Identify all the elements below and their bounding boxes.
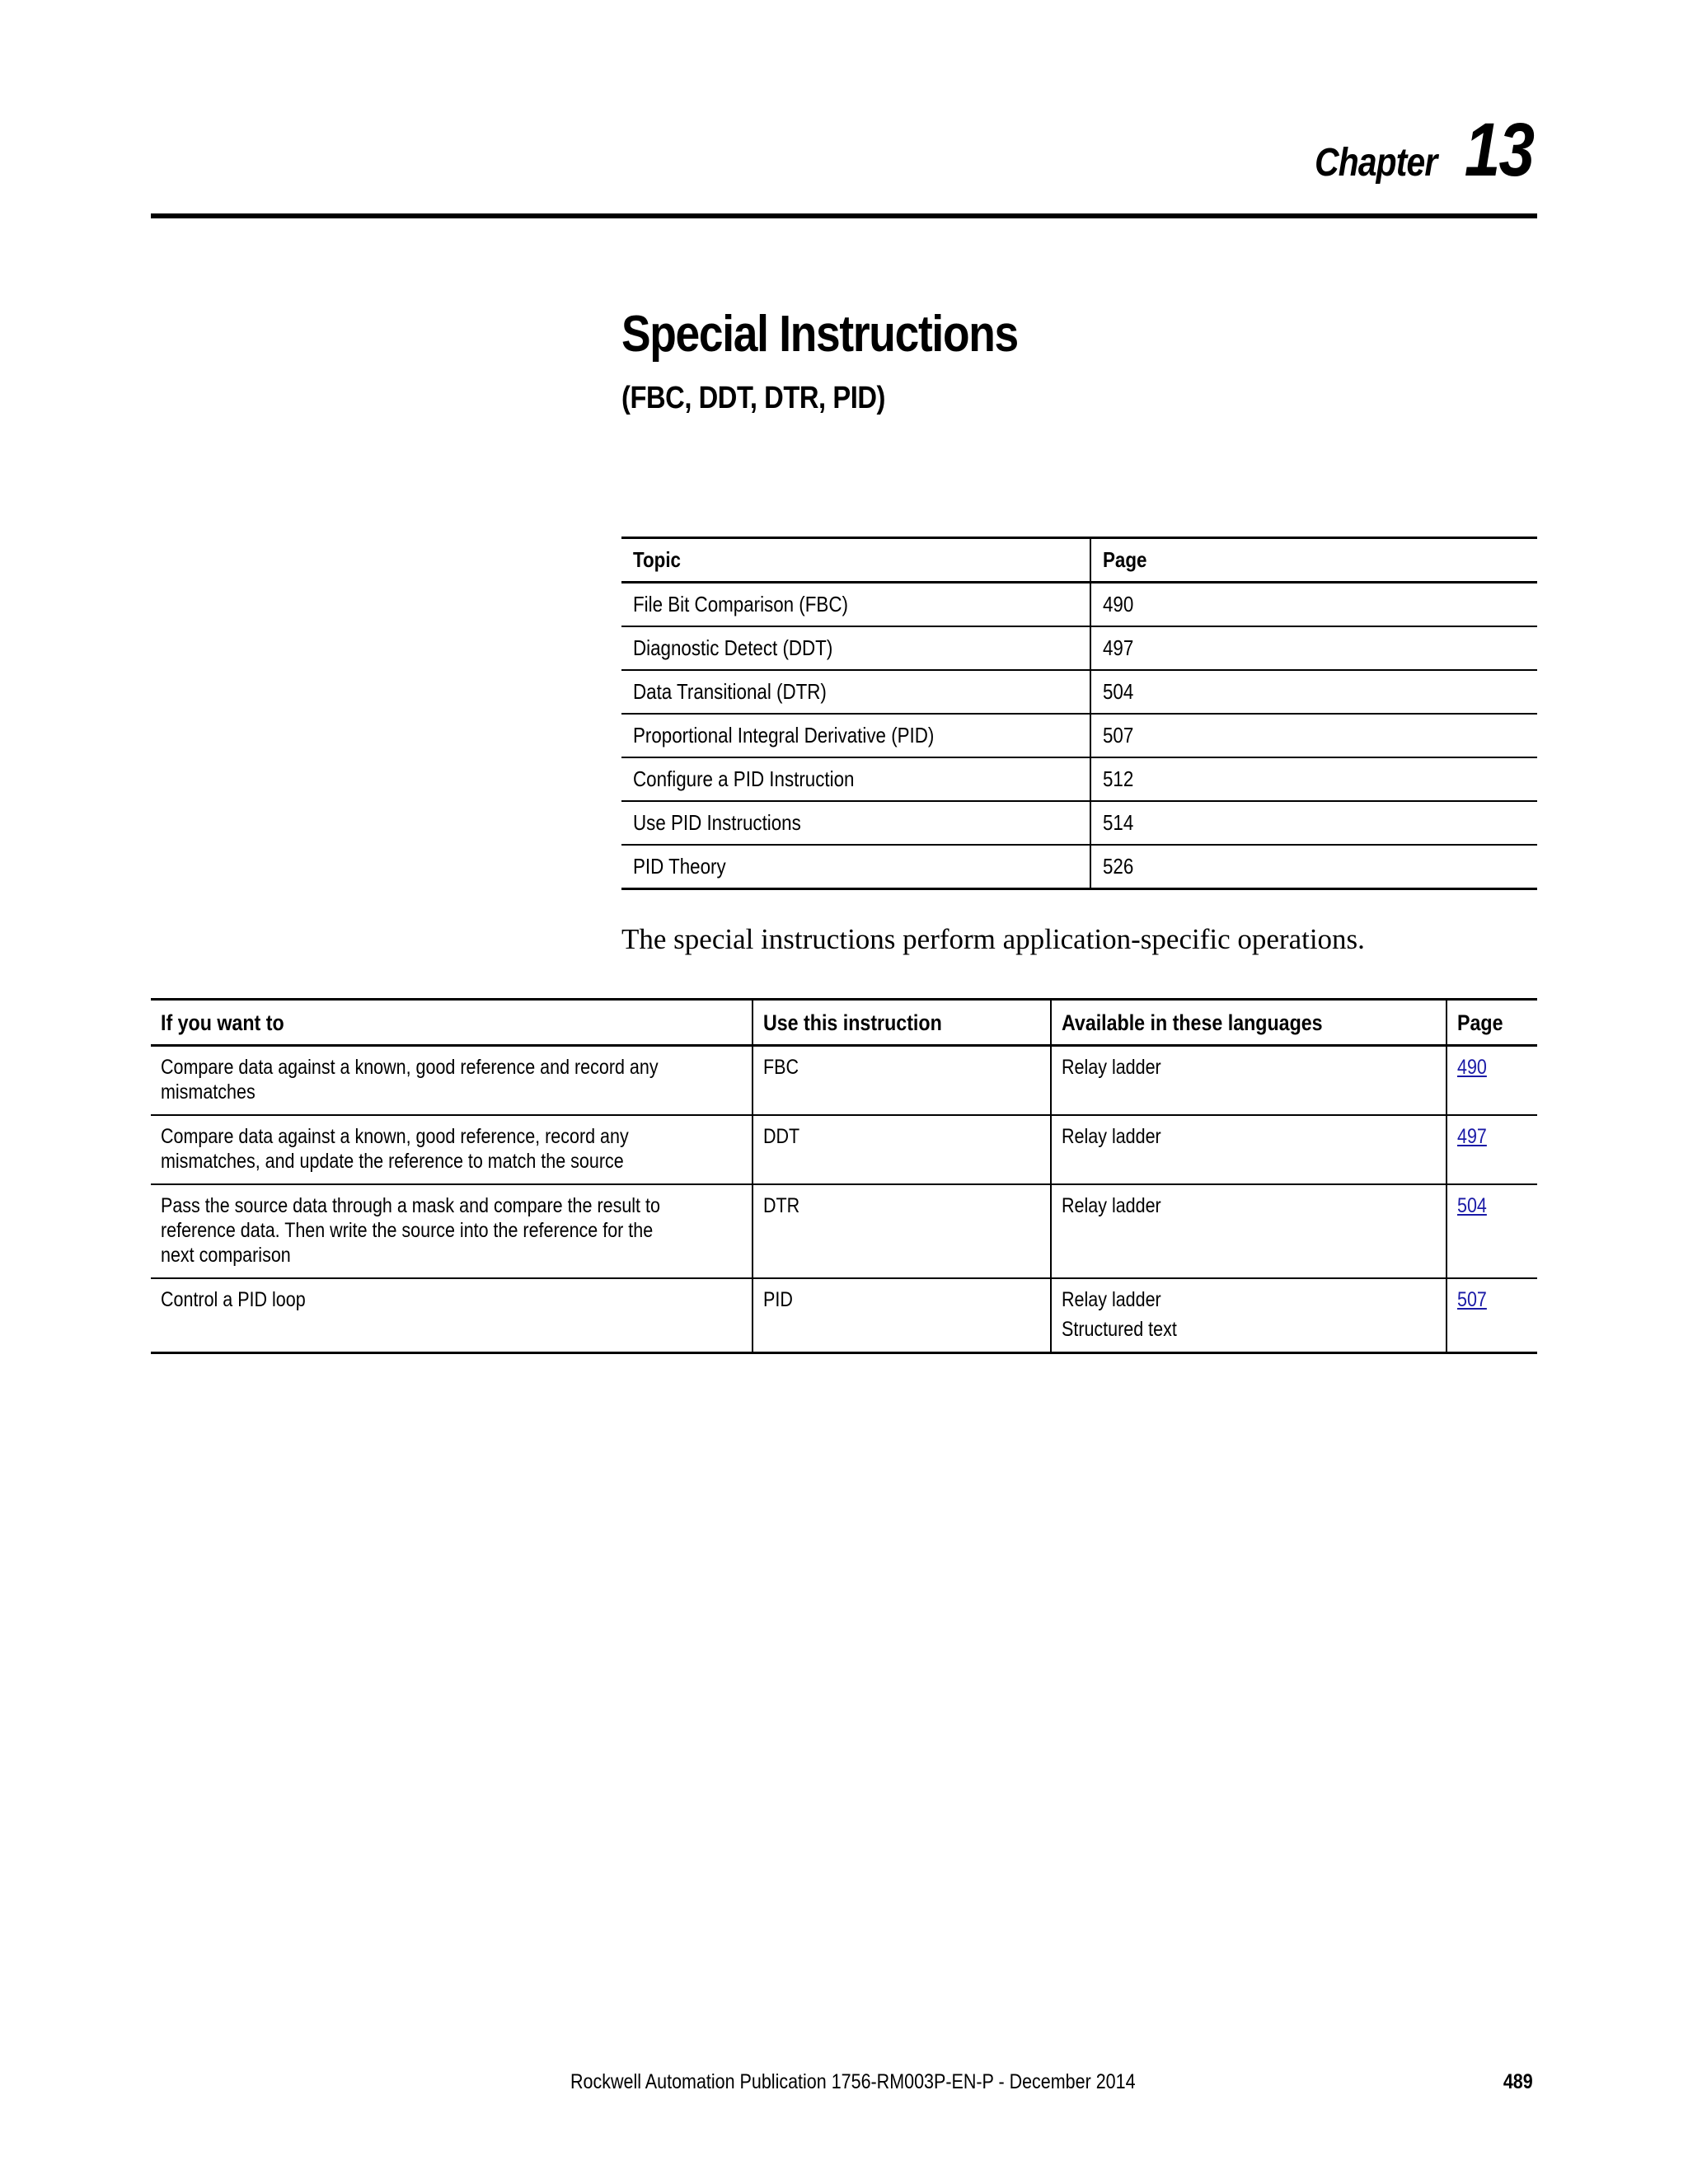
- table-row: [621, 757, 1537, 801]
- chapter-rule: [151, 213, 1537, 218]
- page-link-cell: [1447, 1046, 1537, 1116]
- footer-publication: Rockwell Automation Publication 1756-RM003P-EN-P - December 2014: [570, 2070, 1136, 2093]
- page-link-cell: [1447, 1184, 1537, 1278]
- table-row: [621, 801, 1537, 845]
- table-row: [151, 1046, 1537, 1116]
- languages-column-header: Available in these languages: [1051, 1000, 1447, 1046]
- page-column-header: Page: [1447, 1000, 1537, 1046]
- table-row: [621, 714, 1537, 757]
- page-subtitle: (FBC, DDT, DTR, PID): [621, 381, 885, 415]
- topic-table-header-row: [621, 538, 1537, 583]
- instruction-cell: PID: [753, 1278, 1051, 1353]
- chapter-number: 13: [1464, 108, 1533, 192]
- table-row: [151, 1278, 1537, 1353]
- topic-cell: Diagnostic Detect (DDT): [621, 626, 1090, 670]
- footer-page-number: 489: [1503, 2070, 1533, 2093]
- page-cell: 504: [1090, 670, 1537, 714]
- topic-column-header: Topic: [621, 538, 1090, 583]
- instruction-cell: DDT: [753, 1115, 1051, 1184]
- page-column-header: Page: [1090, 538, 1537, 583]
- topic-table: [621, 537, 1537, 890]
- table-row: [151, 1115, 1537, 1184]
- languages-cell: Relay ladder: [1051, 1184, 1447, 1278]
- instruction-table: [151, 998, 1537, 1354]
- chapter-label: Chapter: [1315, 141, 1437, 185]
- instruction-cell: FBC: [753, 1046, 1051, 1116]
- page-cell: 507: [1090, 714, 1537, 757]
- page-link-490[interactable]: 490: [1456, 1056, 1487, 1079]
- page-cell: 512: [1090, 757, 1537, 801]
- topic-cell: Data Transitional (DTR): [621, 670, 1090, 714]
- instruction-cell: DTR: [753, 1184, 1051, 1278]
- table-row: [621, 845, 1537, 889]
- topic-cell: Use PID Instructions: [621, 801, 1090, 845]
- want-cell: Compare data against a known, good reference, record any mismatches, and update the reference to match the source: [151, 1115, 753, 1184]
- page-title: Special Instructions: [621, 306, 1018, 363]
- table-row: [621, 670, 1537, 714]
- page-link-cell: [1447, 1278, 1537, 1353]
- table-row: [151, 1184, 1537, 1278]
- want-cell: Control a PID loop: [151, 1278, 753, 1353]
- page-link-504[interactable]: 504: [1456, 1194, 1487, 1217]
- table-row: [621, 626, 1537, 670]
- page-cell: 497: [1090, 626, 1537, 670]
- page-link-507[interactable]: 507: [1456, 1288, 1487, 1311]
- instruction-column-header: Use this instruction: [753, 1000, 1051, 1046]
- page-cell: 526: [1103, 854, 1134, 879]
- page-cell: 490: [1090, 583, 1537, 627]
- intro-paragraph: The special instructions perform application-specific operations.: [621, 923, 1365, 955]
- want-column-header: If you want to: [151, 1000, 753, 1046]
- want-cell: Compare data against a known, good reference and record any mismatches: [151, 1046, 753, 1116]
- languages-cell: Relay ladder Structured text: [1051, 1278, 1447, 1353]
- instruction-table-header-row: [151, 1000, 1537, 1046]
- languages-cell: Relay ladder: [1051, 1046, 1447, 1116]
- topic-cell: Configure a PID Instruction: [621, 757, 1090, 801]
- chapter-heading: [1293, 107, 1533, 194]
- topic-cell: Proportional Integral Derivative (PID): [621, 714, 1090, 757]
- page-link-cell: [1447, 1115, 1537, 1184]
- languages-cell: Relay ladder: [1051, 1115, 1447, 1184]
- table-row: [621, 583, 1537, 627]
- page-link-497[interactable]: 497: [1456, 1125, 1487, 1148]
- page-cell: 514: [1090, 801, 1537, 845]
- topic-cell: PID Theory: [621, 845, 1090, 889]
- topic-cell: File Bit Comparison (FBC): [621, 583, 1090, 627]
- want-cell: Pass the source data through a mask and compare the result to reference data. Then write the source into the reference for the next comparison: [151, 1184, 753, 1278]
